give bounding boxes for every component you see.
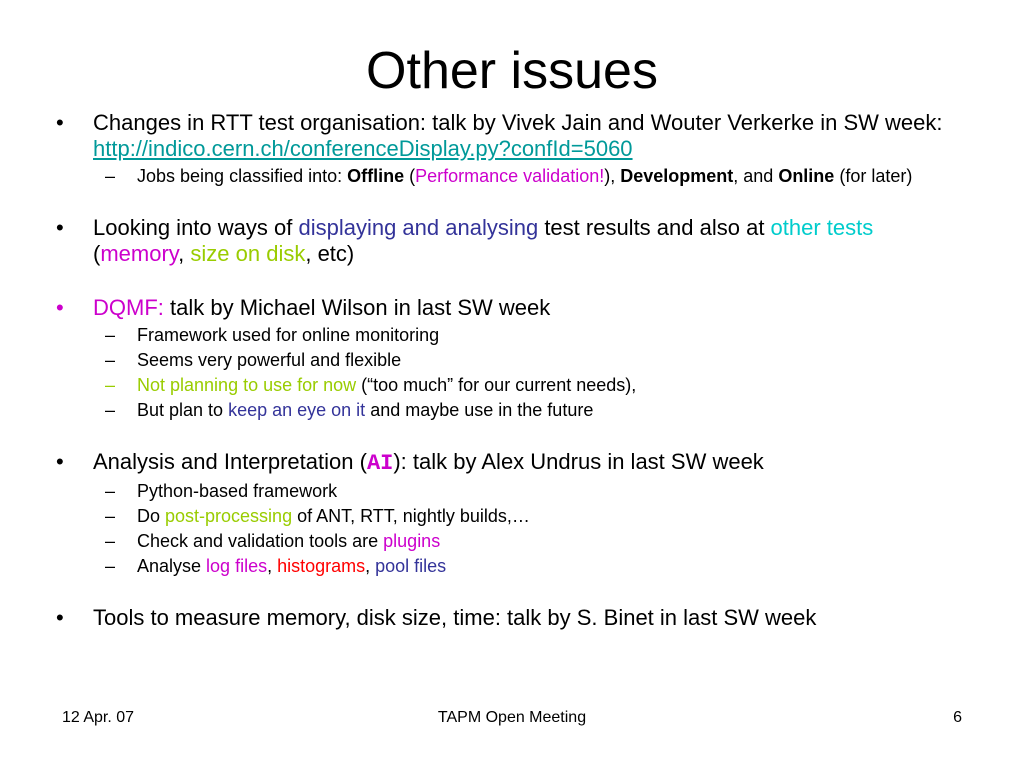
text: ), [604,166,621,186]
sub-bullet-framework [0,324,958,346]
bullet-marker: • [56,449,64,474]
bullet-displaying-analysing [0,215,958,267]
slide-content [0,110,1024,631]
text: (for later) [834,166,913,186]
keep-an-eye-label: keep an eye on it [228,400,366,420]
text: and maybe use in the future [365,400,594,420]
dash-marker: – [105,400,116,420]
log-files-label: log files [206,556,268,576]
dash-marker: – [105,556,116,576]
dash-marker: – [105,375,116,395]
displaying-analysing-label: displaying and analysing [298,215,539,240]
histograms-label: histograms [277,556,366,576]
dash-marker: – [105,350,116,370]
text: Jobs being classified into: [137,166,348,186]
post-processing-label: post-processing [165,506,293,526]
bullet-marker: • [56,605,64,630]
text: Framework used for online monitoring [137,325,440,345]
dash-marker: – [105,166,116,186]
text: ( [404,166,416,186]
text: , and [733,166,779,186]
dash-marker: – [105,325,116,345]
text: ): talk by Alex Undrus in last SW week [393,449,764,474]
text: ( [93,241,101,266]
text: Tools to measure memory, disk size, time: talk by S. Binet in last SW week [93,605,817,630]
text: Analysis and Interpretation ( [93,449,367,474]
text: , etc) [305,241,355,266]
bullet-text: Changes in RTT test organisation: talk by Vivek Jain and Wouter Verkerke in SW week: [93,110,943,135]
sub-bullet-jobs-classified [0,165,958,187]
conference-link[interactable]: http://indico.cern.ch/conferenceDisplay.py?confId=5060 [93,136,633,161]
development-label: Development [620,166,734,186]
footer-page-number: 6 [953,709,962,726]
text: , [267,556,278,576]
sub-bullet-analyse [0,555,958,577]
bullet-marker: • [56,110,64,135]
bullet-marker: • [56,295,64,320]
sub-bullet-powerful [0,349,958,371]
bullet-marker: • [56,215,64,240]
text: test results and also at [538,215,771,240]
slide-title: Other issues [366,42,658,100]
text: Looking into ways of [93,215,299,240]
dash-marker: – [105,506,116,526]
text: (“too much” for our current needs), [356,375,637,395]
footer-meeting: TAPM Open Meeting [437,709,587,726]
text: , [178,241,191,266]
text: Check and validation tools are [137,531,384,551]
sub-bullet-keep-eye [0,399,958,421]
sub-bullet-post-processing [0,505,958,527]
bullet-tools-measure [0,605,958,631]
bullet-rtt-changes [0,110,958,162]
sub-bullet-not-planning [0,374,958,396]
size-on-disk-label: size on disk [190,241,306,266]
text: talk by Michael Wilson in last SW week [163,295,551,320]
pool-files-label: pool files [375,556,447,576]
performance-validation-label: Performance validation! [415,166,605,186]
sub-bullet-plugins [0,530,958,552]
text: Seems very powerful and flexible [137,350,402,370]
sub-bullet-python [0,480,958,502]
other-tests-label: other tests [770,215,874,240]
footer-date: 12 Apr. 07 [62,709,135,726]
text: Python-based framework [137,481,338,501]
bullet-analysis-interpretation [0,449,958,477]
offline-label: Offline [347,166,405,186]
ai-label: AI [366,451,394,476]
dash-marker: – [105,531,116,551]
not-planning-label: Not planning to use for now [137,375,357,395]
text: But plan to [137,400,229,420]
dqmf-label: DQMF: [93,295,164,320]
dash-marker: – [105,481,116,501]
text: , [365,556,376,576]
text: Do [137,506,166,526]
online-label: Online [778,166,835,186]
bullet-dqmf [0,295,958,321]
text: Analyse [137,556,207,576]
plugins-label: plugins [383,531,441,551]
text: of ANT, RTT, nightly builds,… [292,506,530,526]
memory-label: memory [100,241,179,266]
